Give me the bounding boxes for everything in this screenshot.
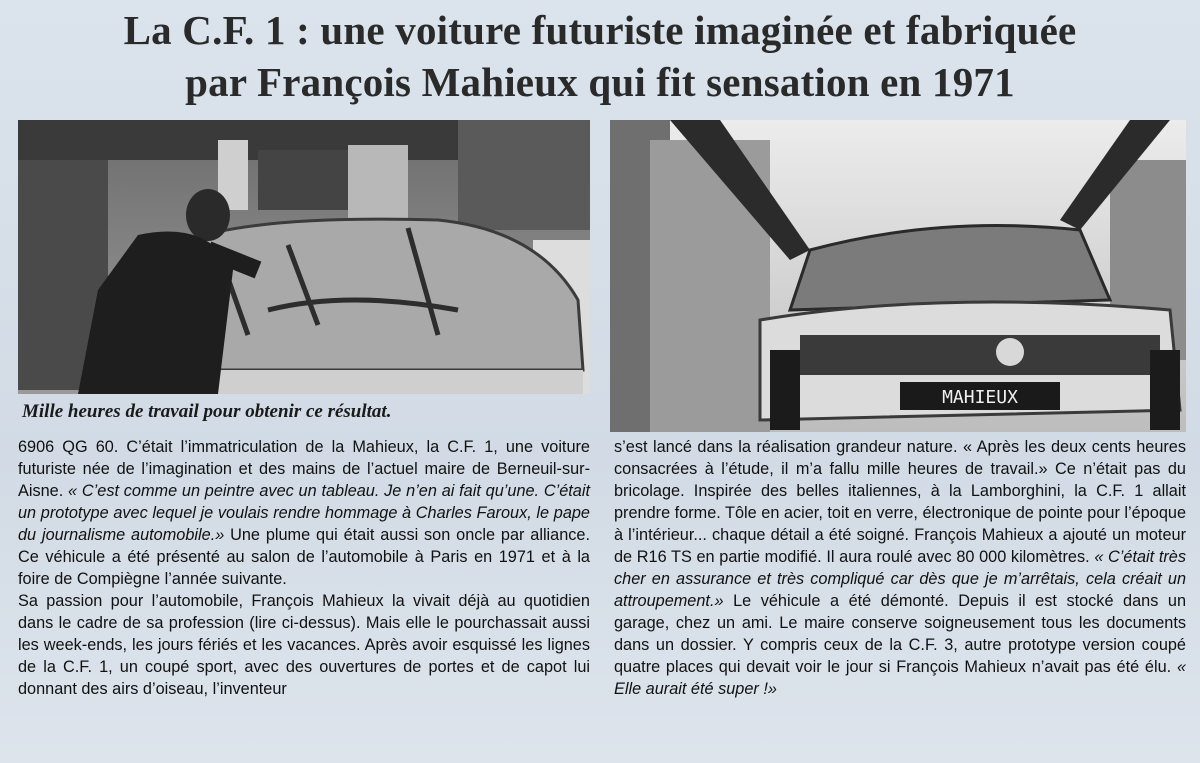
quote: « C’est comme un peintre avec un tableau. Je n’en ai fait qu’une. C’était un prototype avec lequel je voulais rendre hommage à Charles Faroux, le pape du journalisme automobile.» [18, 482, 591, 544]
article-paragraph [614, 436, 1186, 700]
headline [0, 4, 1200, 108]
license-plate: MAHIEUX [942, 387, 1018, 408]
quote: « Elle aurait été super !» [614, 658, 1186, 698]
article-column-right [614, 436, 1186, 700]
article-paragraph: Sa passion pour l’automobile, François Mahieux la vivait déjà au quotidien dans le cadre de sa profession (lire ci-dessus). Mais elle le pourchassait aussi les week-ends, les jours fériés et les vacances. Après avoir esquissé les lignes de la C.F. 1, un coupé sport, avec des ouvertures de portes et de capot lui donnant des airs d’oiseau, l’inventeur [18, 592, 590, 698]
text-run: s’est lancé dans la réalisation grandeur nature. « Après les deux cents heures consacrées à l’étude, il m’a fallu mille heures de travail.» Ce n’était pas du bricolage. Inspirée des belles italiennes, à la Lamborghini, la C.F. 1 allait prendre forme. Tôle en acier, toit en verre, électronique de pointe pour l’époque à l’intérieur... chaque détail a été soigné. François Mahieux a ajouté un moteur de R16 TS en partie modifié. Il aura roulé avec 80 000 kilomètres. [614, 438, 1186, 566]
headline-line-2: par François Mahieux qui fit sensation en 1971 [185, 59, 1015, 105]
workshop-photo [18, 120, 590, 394]
article-paragraph [18, 436, 590, 590]
photo-caption: Mille heures de travail pour obtenir ce résultat. [22, 401, 392, 422]
quote: « C’était très cher en assurance et très compliqué car dès que je m’arrêtais, cela créait un attroupement.» [614, 548, 1186, 610]
headline-line-1: La C.F. 1 : une voiture futuriste imaginée et fabriquée [123, 7, 1077, 53]
text-run: Le véhicule a été démonté. Depuis il est stocké dans un garage, chez un ami. Le maire conserve soigneusement tous les documents dans un dossier. Y compris ceux de la C.F. 3, autre prototype version coupé quatre places qui devait voir le jour si François Mahieux n’avait pas été élu. [614, 592, 1186, 676]
article-column-left [18, 436, 590, 700]
text-run: Une plume qui était aussi son oncle par alliance. Ce véhicule a été présenté au salon de l’automobile à Paris en 1971 et à la foire de Compiègne l’année suivante. [18, 526, 591, 588]
car-photo [610, 120, 1186, 432]
text-run: 6906 QG 60. C’était l’immatriculation de la Mahieux, la C.F. 1, une voiture futuriste née de l’imagination et des mains de l’actuel maire de Berneuil-sur-Aisne. [18, 438, 590, 500]
